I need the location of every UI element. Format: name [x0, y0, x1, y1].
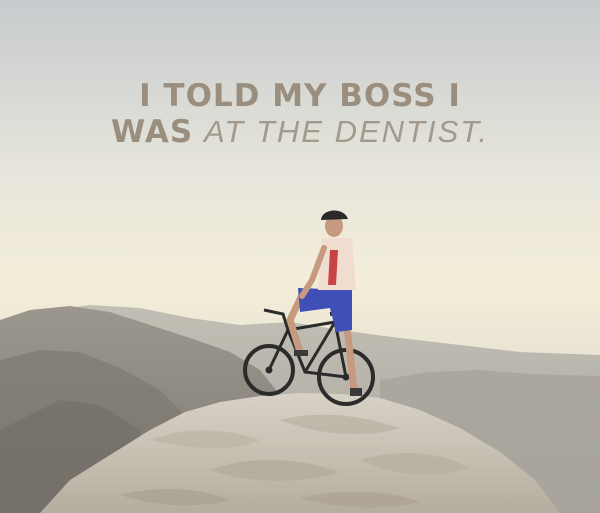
caption-line-1: I TOLD MY BOSS I	[139, 78, 461, 114]
caption-line-2	[0, 114, 600, 150]
caption-thin-text: AT THE DENTIST.	[204, 114, 489, 149]
caption-bold-word: WAS	[111, 114, 194, 150]
